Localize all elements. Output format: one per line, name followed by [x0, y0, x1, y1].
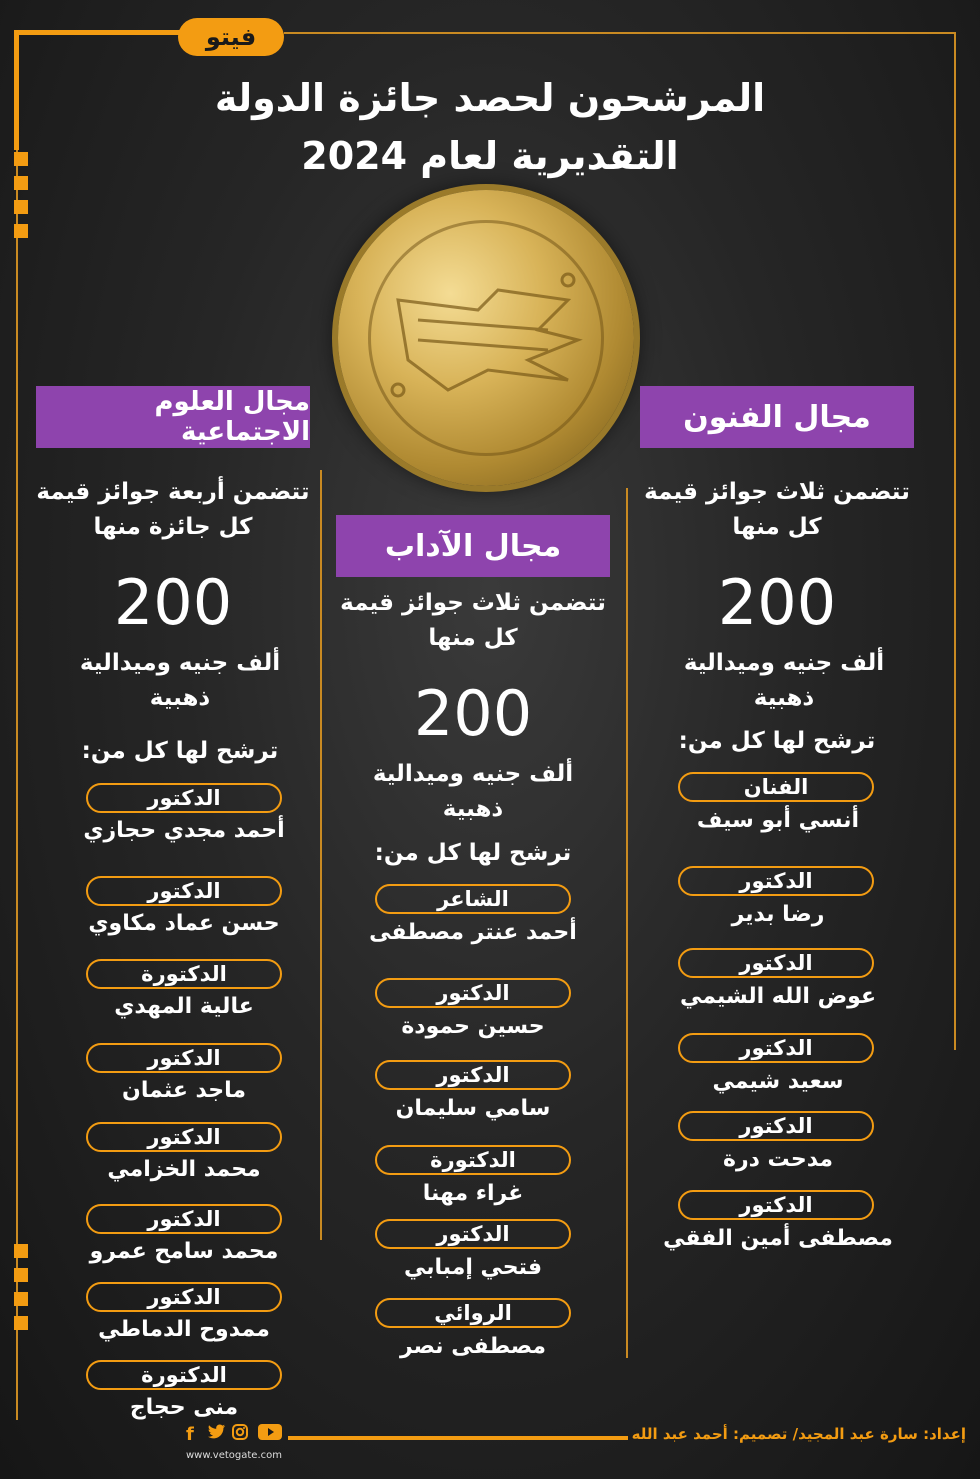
- social-nominees-label: ترشح لها كل من:: [81, 738, 279, 764]
- social-nominee-title: الدكتورة: [86, 1360, 282, 1390]
- medal-emblem-icon: [338, 190, 634, 486]
- social-nominee-name: محمد الخزامي: [107, 1157, 261, 1182]
- social-nominee-name: عالية المهدي: [114, 994, 254, 1019]
- instagram-icon[interactable]: [232, 1424, 248, 1445]
- social-nominee-name: ممدوح الدماطي: [98, 1317, 270, 1342]
- social-nominee-name: منى حجاج: [129, 1395, 239, 1420]
- credits-text: إعداد: سارة عبد المجيد/ تصميم: أحمد عبد الله: [631, 1425, 966, 1443]
- letters-amount: 200: [413, 677, 533, 750]
- social-nominee-title: الدكتور: [86, 1204, 282, 1234]
- letters-nominee-title: الدكتور: [375, 1060, 571, 1090]
- letters-nominee-name: حسين حمودة: [401, 1014, 545, 1039]
- social-nominee-name: محمد سامح عمرو: [89, 1239, 279, 1264]
- letters-header: مجال الآداب: [336, 515, 610, 577]
- arts-nominees-label: ترشح لها كل من:: [678, 728, 876, 754]
- column-divider-right: [626, 488, 628, 1358]
- frame-left: [16, 150, 18, 1420]
- letters-nominee-name: فتحي إمبابي: [403, 1255, 543, 1280]
- social-nominee-title: الدكتور: [86, 1122, 282, 1152]
- letters-desc-line2: كل منها: [428, 625, 518, 651]
- social-nominee-title: الدكتور: [86, 783, 282, 813]
- frame-top-left: [14, 30, 180, 35]
- social-desc-line1: تتضمن أربعة جوائز قيمة: [36, 479, 310, 505]
- social-nominee-title: الدكتور: [86, 876, 282, 906]
- twitter-icon[interactable]: [208, 1424, 226, 1445]
- brand-logo: [178, 18, 284, 56]
- social-nominee-name: ماجد عثمان: [122, 1078, 246, 1103]
- letters-nominee-name: غراء مهنا: [422, 1181, 524, 1206]
- arts-nominee-title: الدكتور: [678, 1111, 874, 1141]
- logo-text: فيتو: [205, 23, 257, 51]
- frame-square: [14, 176, 28, 190]
- frame-right: [954, 32, 956, 1050]
- frame-square: [14, 1268, 28, 1282]
- letters-nominee-name: أحمد عنتر مصطفى: [369, 920, 577, 945]
- frame-square: [14, 152, 28, 166]
- frame-square: [14, 200, 28, 214]
- arts-desc-line1: تتضمن ثلاث جوائز قيمة: [644, 479, 910, 505]
- social-amount: 200: [113, 566, 233, 639]
- page-title-line1: المرشحون لحصد جائزة الدولة: [214, 76, 766, 120]
- frame-left-top: [14, 30, 19, 150]
- letters-desc-line1: تتضمن ثلاث جوائز قيمة: [340, 590, 606, 616]
- frame-bottom: [288, 1436, 628, 1440]
- letters-nominee-title: الروائي: [375, 1298, 571, 1328]
- arts-nominee-name: رضا بدير: [731, 902, 825, 927]
- letters-nominee-title: الدكتورة: [375, 1145, 571, 1175]
- arts-sub-line1: ألف جنيه وميدالية: [683, 650, 885, 676]
- letters-nominee-title: الشاعر: [375, 884, 571, 914]
- letters-nominee-title: الدكتور: [375, 1219, 571, 1249]
- arts-nominee-name: عوض الله الشيمي: [679, 984, 877, 1009]
- social-nominee-title: الدكتور: [86, 1282, 282, 1312]
- letters-sub-line2: ذهبية: [442, 796, 504, 822]
- arts-nominee-title: الدكتور: [678, 1033, 874, 1063]
- social-sub-line2: ذهبية: [149, 685, 211, 711]
- letters-nominee-title: الدكتور: [375, 978, 571, 1008]
- frame-top-right: [284, 32, 956, 34]
- social-header: مجال العلوم الاجتماعية: [36, 386, 310, 448]
- letters-sub-line1: ألف جنيه وميدالية: [372, 761, 574, 787]
- social-nominee-title: الدكتورة: [86, 959, 282, 989]
- facebook-icon[interactable]: f: [186, 1424, 194, 1445]
- column-divider-left: [320, 470, 322, 1240]
- social-nominee-title: الدكتور: [86, 1043, 282, 1073]
- frame-square: [14, 1292, 28, 1306]
- arts-desc-line2: كل منها: [732, 514, 822, 540]
- page-title-line2: التقديرية لعام 2024: [301, 134, 679, 178]
- arts-nominee-name: مصطفى أمين الفقي: [663, 1226, 893, 1251]
- letters-nominee-name: سامي سليمان: [395, 1096, 551, 1121]
- frame-square: [14, 224, 28, 238]
- arts-nominee-title: الدكتور: [678, 948, 874, 978]
- state-award-medal: [338, 190, 634, 486]
- youtube-icon[interactable]: [258, 1424, 282, 1445]
- arts-amount: 200: [717, 566, 837, 639]
- arts-nominee-name: أنسي أبو سيف: [696, 808, 860, 833]
- arts-sub-line2: ذهبية: [753, 685, 815, 711]
- social-nominee-name: حسن عماد مكاوي: [88, 911, 280, 936]
- arts-nominee-name: سعيد شيمي: [712, 1069, 844, 1094]
- social-nominee-name: أحمد مجدي حجازي: [83, 818, 285, 843]
- arts-nominee-title: الدكتور: [678, 1190, 874, 1220]
- arts-nominee-title: الدكتور: [678, 866, 874, 896]
- frame-square: [14, 1316, 28, 1330]
- arts-header: مجال الفنون: [640, 386, 914, 448]
- social-desc-line2: كل جائزة منها: [93, 514, 253, 540]
- arts-nominee-name: مدحت درة: [722, 1147, 834, 1172]
- social-sub-line1: ألف جنيه وميدالية: [79, 650, 281, 676]
- frame-square: [14, 1244, 28, 1258]
- arts-nominee-title: الفنان: [678, 772, 874, 802]
- letters-nominees-label: ترشح لها كل من:: [374, 840, 572, 866]
- website-url: www.vetogate.com: [186, 1450, 282, 1461]
- letters-nominee-name: مصطفى نصر: [399, 1334, 547, 1359]
